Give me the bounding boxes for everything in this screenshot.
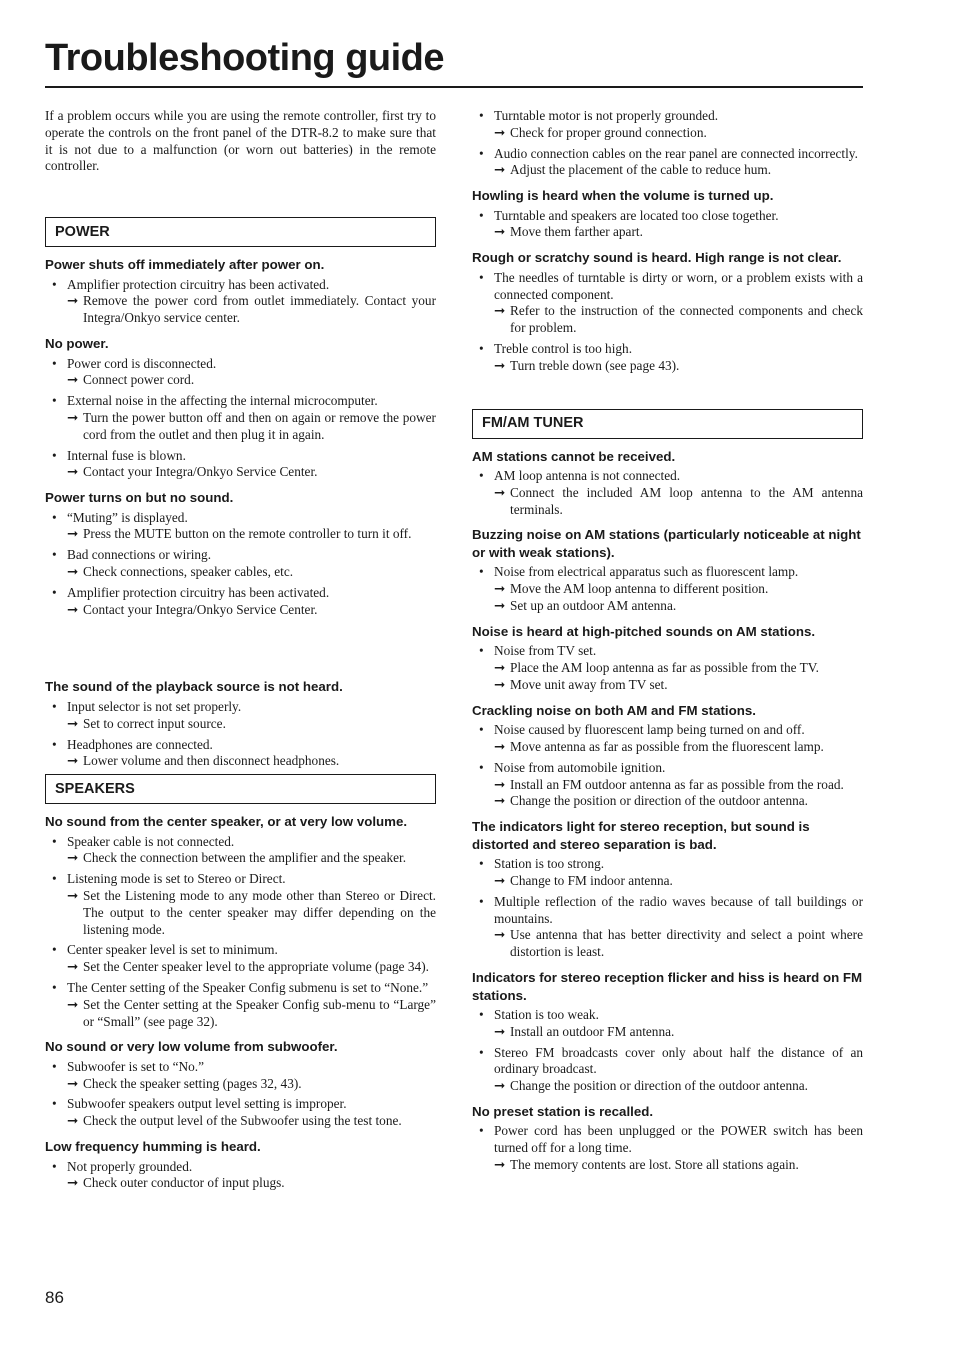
issue-list [472,208,863,242]
issue-list [472,856,863,961]
arrow-icon: ➞ [494,598,506,614]
arrow-icon: ➞ [494,1157,506,1173]
cause-text: • Center speaker level is set to minimum. [67,942,278,958]
arrow-icon: ➞ [494,224,506,240]
remedy [494,660,863,677]
remedy-text: Set the Center speaker level to the appropriate volume (page 34). [83,959,429,975]
arrow-icon: ➞ [494,660,506,676]
issue-list [472,564,863,614]
list-item [472,341,863,375]
remedy [494,1024,863,1041]
issue-title: Crackling noise on both AM and FM stations. [472,702,756,718]
arrow-icon: ➞ [494,162,506,178]
remedy-text: Remove the power cord from outlet immediately. Contact your Integra/Onkyo service center. [83,293,436,326]
remedy-text: Change the position or direction of the outdoor antenna. [510,1078,808,1094]
remedy-text: Place the AM loop antenna as far as possible from the TV. [510,660,819,676]
list-item [472,208,863,242]
remedy-text: Check the output level of the Subwoofer using the test tone. [83,1113,402,1129]
remedy-text: Check the connection between the amplifier and the speaker. [83,850,407,866]
list-item [472,564,863,614]
arrow-icon: ➞ [494,1023,506,1039]
arrow-icon: ➞ [67,753,79,769]
list-item [472,894,863,961]
section-heading-speakers: SPEAKERS [45,774,436,804]
issue-title: Power shuts off immediately after power on. [45,257,325,273]
issue-title: The indicators light for stereo reception, but sound is distorted and stereo separation is bad. [472,819,810,852]
remedy-text: Press the MUTE button on the remote controller to turn it off. [83,526,412,542]
arrow-icon: ➞ [494,676,506,692]
intro-paragraph: If a problem occurs while you are using the remote controller, first try to operate the controls on the front panel of the DTR-8.2 to make sure that it is not due to a malfunction (or worn out batteries) in the remote controller. [45,108,436,174]
list-item [472,108,863,142]
cause-text: • Listening mode is set to Stereo or Direct. [67,871,286,887]
left-column [45,108,436,1196]
arrow-icon: ➞ [494,1078,506,1094]
remedy-text: Move unit away from TV set. [510,676,668,692]
remedy [67,526,436,543]
cause-text: • Treble control is too high. [494,340,633,356]
cause-text: • Not properly grounded. [67,1158,193,1174]
arrow-icon: ➞ [494,793,506,809]
cause-text: • Headphones are connected. [67,736,213,752]
issue-list [45,356,436,482]
remedy-text: Turn the power button off and then on again or remove the power cord from the outlet and then plug it in again. [83,409,436,442]
cause-text: • The Center setting of the Speaker Config submenu is set to “None.” [67,980,429,995]
arrow-icon: ➞ [67,601,79,617]
remedy [67,997,436,1031]
issue-title: No sound or very low volume from subwoofer. [45,1039,338,1055]
list-item [472,468,863,518]
arrow-icon: ➞ [67,1175,79,1191]
remedy-text: Use antenna that has better directivity and select a point where distortion is least. [510,927,863,960]
list-item [472,146,863,180]
list-item [45,737,436,771]
remedy-text: Contact your Integra/Onkyo Service Center. [83,601,318,617]
issue-block [472,1103,863,1174]
cause-text: • AM loop antenna is not connected. [494,468,681,484]
issue-list [472,1007,863,1095]
section-heading-fm-am-tuner: FM/AM TUNER [472,409,863,439]
remedy-text: Connect power cord. [83,372,195,388]
cause-text: • Noise from automobile ignition. [494,759,666,775]
issue-block [45,256,436,327]
arrow-icon: ➞ [67,996,79,1012]
cause-text: • Power cord has been unplugged or the POWER switch has been turned off for a long time. [494,1123,863,1156]
issue-title: Howling is heard when the volume is turned up. [472,188,774,204]
issue-list [45,834,436,1031]
list-item [472,760,863,810]
cause-text: • Noise from TV set. [494,643,597,659]
issue-list [45,1059,436,1130]
title-rule [45,86,863,88]
issue-list [45,277,436,327]
list-item [45,980,436,1030]
arrow-icon: ➞ [494,739,506,755]
issue-block [472,969,863,1095]
arrow-icon: ➞ [67,464,79,480]
list-item [45,393,436,443]
remedy [67,372,436,389]
remedy-text: Check connections, speaker cables, etc. [83,564,294,580]
cause-text: • Speaker cable is not connected. [67,833,235,849]
issue-block [472,526,863,614]
remedy [494,927,863,961]
cause-text: • The needles of turntable is dirty or worn, or a problem exists with a connected component. [494,269,863,302]
remedy [67,1076,436,1093]
issue-list [472,643,863,693]
arrow-icon: ➞ [494,581,506,597]
cause-text: • Audio connection cables on the rear panel are connected incorrectly. [494,145,858,161]
issue-title: Low frequency humming is heard. [45,1139,261,1155]
issue-title: No power. [45,336,109,352]
cause-text: • Turntable motor is not properly grounded. [494,108,719,123]
issue-list [472,108,863,179]
arrow-icon: ➞ [494,357,506,373]
cause-text: • External noise in the affecting the internal microcomputer. [67,393,378,409]
remedy [494,162,863,179]
arrow-icon: ➞ [67,526,79,542]
issue-block [472,702,863,810]
cause-text: • Subwoofer is set to “No.” [67,1058,205,1074]
cause-text: • Amplifier protection circuitry has been activated. [67,584,330,600]
issue-block [472,623,863,694]
list-item [45,1059,436,1093]
cause-text: • Noise from electrical apparatus such as fluorescent lamp. [494,564,799,580]
cause-text: • Internal fuse is blown. [67,447,186,463]
list-item [472,1007,863,1041]
list-item [45,585,436,619]
remedy-text: Check the speaker setting (pages 32, 43). [83,1075,302,1091]
remedy [494,1157,863,1174]
issue-block [472,818,863,961]
issue-list [45,510,436,619]
remedy-text: Set the Listening mode to any mode other than Stereo or Direct. The output to the center speaker may differ depending on the listening mode. [83,888,436,937]
issue-block [472,249,863,374]
arrow-icon: ➞ [67,888,79,904]
issue-block [472,448,863,519]
page-title: Troubleshooting guide [45,37,445,79]
list-item [45,356,436,390]
list-item [45,547,436,581]
issue-list [45,699,436,770]
arrow-icon: ➞ [67,1075,79,1091]
remedy-text: Set the Center setting at the Speaker Config sub-menu to “Large” or “Small” (see page 32). [83,996,436,1029]
issue-block [45,489,436,618]
issue-block [45,813,436,1030]
remedy [67,602,436,619]
remedy-text: Adjust the placement of the cable to reduce hum. [510,162,772,178]
remedy-text: Check outer conductor of input plugs. [83,1175,285,1191]
arrow-icon: ➞ [494,124,506,140]
cause-text: • Noise caused by fluorescent lamp being turned on and off. [494,722,805,738]
remedy [494,793,863,810]
issue-title: No sound from the center speaker, or at very low volume. [45,814,408,830]
list-item [45,871,436,938]
arrow-icon: ➞ [494,873,506,889]
arrow-icon: ➞ [67,564,79,580]
remedy-text: Change to FM indoor antenna. [510,873,673,889]
issue-block [45,678,436,770]
issue-block [472,108,863,179]
remedy [494,739,863,756]
arrow-icon: ➞ [67,959,79,975]
arrow-icon: ➞ [67,1113,79,1129]
arrow-icon: ➞ [67,372,79,388]
list-item [472,1123,863,1173]
issue-list [472,468,863,518]
remedy-text: Check for proper ground connection. [510,124,707,140]
remedy [67,410,436,444]
cause-text: • Station is too weak. [494,1007,599,1022]
issue-block [472,187,863,241]
remedy-text: Set up an outdoor AM antenna. [510,598,677,614]
list-item [472,643,863,693]
section-heading-power: POWER [45,217,436,247]
remedy [67,293,436,327]
arrow-icon: ➞ [67,293,79,309]
cause-text: • Input selector is not set properly. [67,698,242,714]
issue-block [45,1138,436,1192]
issue-list [45,1159,436,1193]
issue-block [45,335,436,481]
list-item [45,1159,436,1193]
remedy-text: Install an FM outdoor antenna as far as possible from the road. [510,776,844,792]
remedy [494,224,863,241]
cause-text: • Power cord is disconnected. [67,355,217,371]
issue-list [472,270,863,375]
remedy [67,1113,436,1130]
remedy [494,598,863,615]
remedy [494,358,863,375]
list-item [472,1045,863,1095]
issue-title: No preset station is recalled. [472,1103,654,1119]
cause-text: • “Muting” is displayed. [67,509,188,525]
remedy [67,959,436,976]
remedy-text: Set to correct input source. [83,715,226,731]
remedy-text: The memory contents are lost. Store all stations again. [510,1157,799,1173]
arrow-icon: ➞ [494,927,506,943]
remedy [494,125,863,142]
remedy-text: Move them farther apart. [510,224,643,240]
cause-text: • Turntable and speakers are located too close together. [494,207,779,223]
issue-title: AM stations cannot be received. [472,448,676,464]
issue-title: Buzzing noise on AM stations (particularly noticeable at night or with weak stations). [472,527,861,560]
cause-text: • Subwoofer speakers output level setting is improper. [67,1096,347,1112]
issue-title: Indicators for stereo reception flicker and hiss is heard on FM stations. [472,970,863,1003]
list-item [45,510,436,544]
remedy [67,850,436,867]
cause-text: • Multiple reflection of the radio waves because of tall buildings or mountains. [494,893,863,926]
issue-title: Power turns on but no sound. [45,490,234,506]
cause-text: • Stereo FM broadcasts cover only about half the distance of an ordinary broadcast. [494,1044,863,1077]
issue-title: Noise is heard at high-pitched sounds on AM stations. [472,623,816,639]
remedy [67,464,436,481]
remedy [494,581,863,598]
list-item [45,448,436,482]
remedy [494,485,863,519]
cause-text: • Bad connections or wiring. [67,547,212,563]
remedy-text: Change the position or direction of the outdoor antenna. [510,793,808,809]
remedy-text: Connect the included AM loop antenna to the AM antenna terminals. [510,484,863,517]
remedy [494,777,863,794]
arrow-icon: ➞ [494,303,506,319]
remedy [67,716,436,733]
list-item [45,1096,436,1130]
arrow-icon: ➞ [494,776,506,792]
remedy [67,753,436,770]
remedy-text: Install an outdoor FM antenna. [510,1023,675,1039]
list-item [472,856,863,890]
list-item [45,942,436,976]
issue-title: Rough or scratchy sound is heard. High range is not clear. [472,250,842,266]
remedy [494,303,863,337]
remedy [494,1078,863,1095]
arrow-icon: ➞ [67,850,79,866]
remedy [494,677,863,694]
issue-block [45,1038,436,1130]
remedy [67,1175,436,1192]
remedy [67,888,436,938]
arrow-icon: ➞ [67,409,79,425]
page-number: 86 [45,1288,64,1307]
remedy-text: Move the AM loop antenna to different position. [510,581,769,597]
cause-text: • Amplifier protection circuitry has been activated. [67,276,330,292]
issue-title: The sound of the playback source is not heard. [45,679,343,695]
list-item [472,270,863,337]
arrow-icon: ➞ [494,484,506,500]
remedy-text: Turn treble down (see page 43). [510,357,680,373]
remedy [494,873,863,890]
list-item [45,834,436,868]
list-item [45,699,436,733]
remedy [67,564,436,581]
right-column [472,108,863,1178]
arrow-icon: ➞ [67,715,79,731]
remedy-text: Move antenna as far as possible from the fluorescent lamp. [510,739,824,755]
cause-text: • Station is too strong. [494,856,605,872]
list-item [45,277,436,327]
issue-list [472,1123,863,1173]
list-item [472,722,863,756]
remedy-text: Lower volume and then disconnect headphones. [83,753,340,769]
remedy-text: Contact your Integra/Onkyo Service Center. [83,464,318,480]
remedy-text: Refer to the instruction of the connected components and check for problem. [510,303,863,336]
issue-list [472,722,863,810]
